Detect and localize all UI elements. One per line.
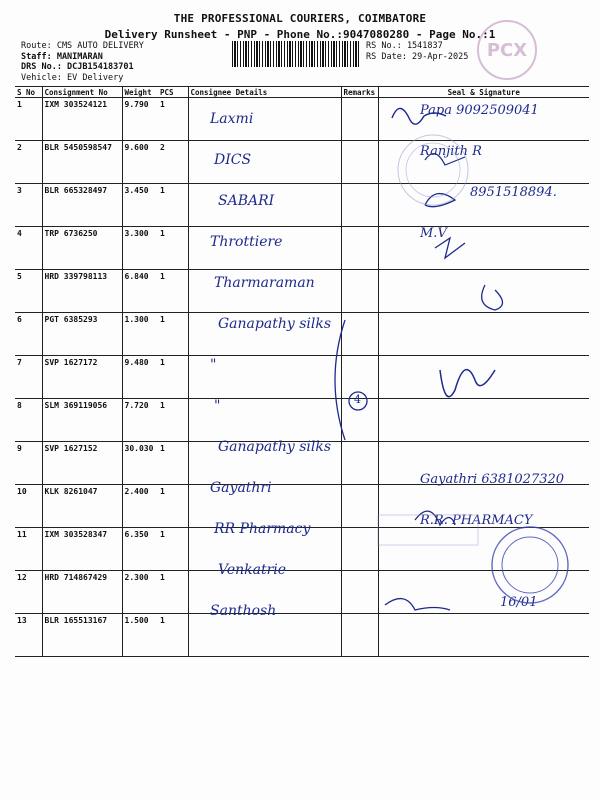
col-consignment: Consignment No xyxy=(42,87,122,98)
cell-consignment: BLR 165513167 xyxy=(42,614,122,657)
table-row xyxy=(15,141,589,184)
cell-consignment: IXM 303524121 xyxy=(42,98,122,141)
cell-weight: 2.400 xyxy=(122,485,158,528)
cell-pcs: 2 xyxy=(158,141,188,184)
cell-pcs: 1 xyxy=(158,399,188,442)
handwritten-consignee: Venkatrie xyxy=(218,562,287,578)
col-sno: S No xyxy=(15,87,42,98)
cell-consignment: HRD 339798113 xyxy=(42,270,122,313)
cell-sno: 3 xyxy=(15,184,42,227)
cell-weight: 1.500 xyxy=(122,614,158,657)
handwritten-consignee: Santhosh xyxy=(210,603,277,619)
cell-consignment: TRP 6736250 xyxy=(42,227,122,270)
handwritten-consignee: Laxmi xyxy=(210,111,254,127)
cell-remarks xyxy=(341,270,378,313)
rs-no-line: RS No.: 1541837 xyxy=(366,41,443,51)
barcode xyxy=(232,41,360,67)
cell-consignment: SVP 1627172 xyxy=(42,356,122,399)
company-title: THE PROFESSIONAL COURIERS, COIMBATORE xyxy=(173,12,427,25)
cell-remarks xyxy=(341,614,378,657)
cell-pcs: 1 xyxy=(158,184,188,227)
table-header-row xyxy=(15,87,589,98)
cell-pcs: 1 xyxy=(158,442,188,485)
cell-sno: 6 xyxy=(15,313,42,356)
cell-seal xyxy=(378,571,589,614)
cell-remarks xyxy=(341,571,378,614)
drs-line: DRS No.: DCJB154183701 xyxy=(21,62,134,72)
table-row xyxy=(15,227,589,270)
cell-seal xyxy=(378,227,589,270)
cell-pcs: 1 xyxy=(158,270,188,313)
handwritten-consignee: " xyxy=(214,398,221,414)
cell-weight: 9.790 xyxy=(122,98,158,141)
cell-pcs: 1 xyxy=(158,528,188,571)
cell-sno: 2 xyxy=(15,141,42,184)
cell-sno: 9 xyxy=(15,442,42,485)
handwritten-seal: Gayathri 6381027320 xyxy=(420,472,565,487)
left-meta-block xyxy=(21,41,144,83)
cell-weight: 6.840 xyxy=(122,270,158,313)
cell-remarks xyxy=(341,313,378,356)
runsheet-table xyxy=(15,86,589,657)
cell-consignment: IXM 303528347 xyxy=(42,528,122,571)
cell-weight: 9.600 xyxy=(122,141,158,184)
cell-weight: 9.480 xyxy=(122,356,158,399)
col-pcs: PCS xyxy=(158,87,188,98)
pcx-stamp: PCX xyxy=(477,20,537,80)
cell-remarks xyxy=(341,528,378,571)
cell-pcs: 1 xyxy=(158,571,188,614)
cell-sno: 13 xyxy=(15,614,42,657)
handwritten-consignee: Throttiere xyxy=(210,234,283,250)
cell-pcs: 1 xyxy=(158,313,188,356)
cell-weight: 7.720 xyxy=(122,399,158,442)
cell-sno: 7 xyxy=(15,356,42,399)
cell-consignment: BLR 5450598547 xyxy=(42,141,122,184)
table-row xyxy=(15,399,589,442)
vehicle-line: Vehicle: EV Delivery xyxy=(21,72,124,83)
handwritten-consignee: SABARI xyxy=(218,193,275,209)
cell-consignee xyxy=(188,141,341,184)
cell-seal xyxy=(378,313,589,356)
cell-pcs: 1 xyxy=(158,227,188,270)
runsheet-subtitle: Delivery Runsheet - PNP - Phone No.:9047080280 - Page No.:1 xyxy=(104,28,496,41)
cell-remarks xyxy=(341,98,378,141)
handwritten-consignee: Ganapathy silks xyxy=(218,439,332,455)
route-line: Route: CMS AUTO DELIVERY xyxy=(21,41,144,51)
col-seal: Seal & Signature xyxy=(378,87,589,98)
staff-line: Staff: MANIMARAN xyxy=(21,51,103,62)
cell-weight: 3.300 xyxy=(122,227,158,270)
right-meta-block xyxy=(366,41,468,62)
cell-weight: 1.300 xyxy=(122,313,158,356)
cell-consignee xyxy=(188,399,341,442)
cell-weight: 2.300 xyxy=(122,571,158,614)
rs-date-line: RS Date: 29-Apr-2025 xyxy=(366,51,469,62)
cell-remarks xyxy=(341,184,378,227)
col-remarks: Remarks xyxy=(341,87,378,98)
handwritten-seal: R.R. PHARMACY xyxy=(420,513,533,528)
cell-consignment: BLR 665328497 xyxy=(42,184,122,227)
cell-consignment: KLK 8261047 xyxy=(42,485,122,528)
handwritten-consignee: Ganapathy silks xyxy=(218,316,332,332)
handwritten-consignee: " xyxy=(210,357,217,373)
handwritten-consignee: Tharmaraman xyxy=(214,275,315,291)
cell-pcs: 1 xyxy=(158,614,188,657)
remarks-circle-number: 4 xyxy=(354,393,361,406)
cell-seal xyxy=(378,399,589,442)
table-row xyxy=(15,614,589,657)
handwritten-seal: 8951518894. xyxy=(470,185,557,200)
cell-consignment: PGT 6385293 xyxy=(42,313,122,356)
cell-sno: 12 xyxy=(15,571,42,614)
col-consignee: Consignee Details xyxy=(188,87,341,98)
cell-consignee xyxy=(188,614,341,657)
handwritten-consignee: RR Pharmacy xyxy=(214,521,311,537)
cell-pcs: 1 xyxy=(158,356,188,399)
handwritten-seal: 16/01 xyxy=(500,595,538,610)
cell-pcs: 1 xyxy=(158,98,188,141)
handwritten-consignee: Gayathri xyxy=(210,480,272,496)
cell-remarks xyxy=(341,141,378,184)
cell-weight: 30.030 xyxy=(122,442,158,485)
cell-seal xyxy=(378,270,589,313)
cell-remarks xyxy=(341,227,378,270)
cell-sno: 11 xyxy=(15,528,42,571)
cell-sno: 8 xyxy=(15,399,42,442)
handwritten-consignee: DICS xyxy=(214,152,252,168)
cell-weight: 3.450 xyxy=(122,184,158,227)
cell-consignment: HRD 714867429 xyxy=(42,571,122,614)
cell-pcs: 1 xyxy=(158,485,188,528)
handwritten-seal: Ranjith R xyxy=(420,144,482,159)
cell-remarks xyxy=(341,485,378,528)
cell-consignment: SLM 369119056 xyxy=(42,399,122,442)
cell-weight: 6.350 xyxy=(122,528,158,571)
col-weight: Weight xyxy=(122,87,158,98)
cell-consignment: SVP 1627152 xyxy=(42,442,122,485)
handwritten-seal: Papa 9092509041 xyxy=(420,103,539,118)
cell-sno: 5 xyxy=(15,270,42,313)
cell-seal xyxy=(378,614,589,657)
handwritten-seal: M.V xyxy=(420,226,447,241)
cell-seal xyxy=(378,356,589,399)
cell-sno: 1 xyxy=(15,98,42,141)
cell-remarks xyxy=(341,442,378,485)
cell-sno: 10 xyxy=(15,485,42,528)
cell-sno: 4 xyxy=(15,227,42,270)
cell-seal xyxy=(378,528,589,571)
table-row xyxy=(15,356,589,399)
cell-seal xyxy=(378,141,589,184)
